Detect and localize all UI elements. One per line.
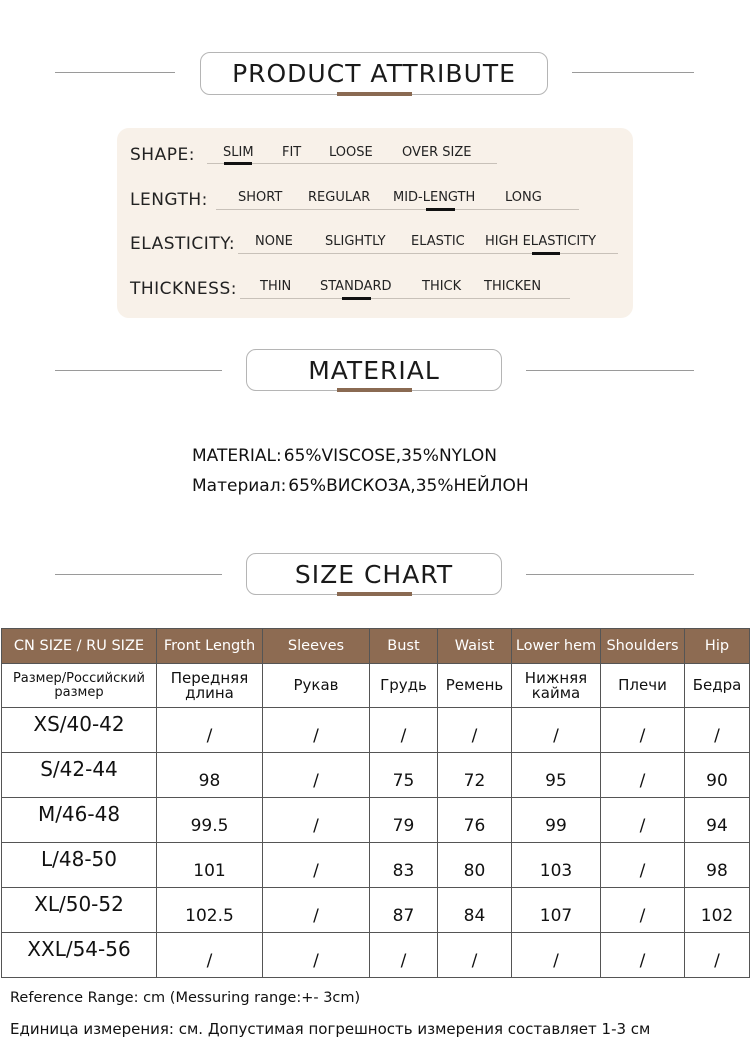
section-title-material	[246, 349, 502, 391]
size-cell: M/46-48	[2, 798, 157, 843]
selected-indicator-length	[426, 208, 455, 211]
value-cell: /	[685, 708, 750, 753]
header-cell: Lower hem	[512, 629, 601, 664]
header-ru-cell: Размер/Российский размер	[2, 664, 157, 708]
value-cell: 98	[157, 753, 263, 798]
section-title-text: PRODUCT ATTRIBUTE	[232, 59, 516, 88]
value-cell: /	[512, 933, 601, 978]
header-row-ru	[2, 664, 750, 708]
value-cell: 72	[438, 753, 512, 798]
selected-indicator-elasticity	[532, 252, 560, 255]
option-shape-slim: SLIM	[223, 145, 254, 160]
divider-line	[55, 72, 175, 73]
value-cell: 98	[685, 843, 750, 888]
divider-line	[526, 574, 694, 575]
header-ru-cell: Плечи	[601, 664, 685, 708]
header-ru-cell: Рукав	[263, 664, 370, 708]
value-cell: /	[685, 933, 750, 978]
note-measurement-ru: Единица измерения: см. Допустимая погрешность измерения составляет 1-3 см	[10, 1020, 651, 1038]
value-cell: /	[370, 708, 438, 753]
section-title-text: MATERIAL	[308, 355, 440, 385]
value-cell: 101	[157, 843, 263, 888]
material-en-label: MATERIAL:	[192, 446, 282, 466]
value-cell: /	[263, 888, 370, 933]
selected-indicator-thickness	[342, 297, 371, 300]
value-cell: /	[263, 843, 370, 888]
divider-line	[55, 574, 222, 575]
value-cell: 99.5	[157, 798, 263, 843]
size-cell: XXL/54-56	[2, 933, 157, 978]
table-row	[2, 888, 750, 933]
value-cell: /	[438, 933, 512, 978]
value-cell: 84	[438, 888, 512, 933]
value-cell: /	[601, 798, 685, 843]
option-elasticity-elastic: ELASTIC	[411, 234, 465, 249]
header-cell: Waist	[438, 629, 512, 664]
header-cell: Shoulders	[601, 629, 685, 664]
header-cell: Hip	[685, 629, 750, 664]
attr-label-thickness: THICKNESS:	[130, 279, 237, 299]
divider-line	[55, 370, 222, 371]
size-cell: XS/40-42	[2, 708, 157, 753]
table-row	[2, 933, 750, 978]
material-ru	[192, 476, 529, 496]
option-length-regular: REGULAR	[308, 190, 371, 205]
option-length-short: SHORT	[238, 190, 283, 205]
attr-label-elasticity: ELASTICITY:	[130, 234, 236, 254]
value-cell: 103	[512, 843, 601, 888]
value-cell: 102.5	[157, 888, 263, 933]
option-length-long: LONG	[505, 190, 542, 205]
header-cell: Bust	[370, 629, 438, 664]
value-cell: 75	[370, 753, 438, 798]
section-title-size-chart	[246, 553, 502, 595]
value-cell: 107	[512, 888, 601, 933]
divider-line	[572, 72, 694, 73]
attr-label-length: LENGTH:	[130, 190, 208, 210]
value-cell: 83	[370, 843, 438, 888]
header-cell: Front Length	[157, 629, 263, 664]
attr-baseline	[240, 298, 570, 299]
value-cell: /	[438, 708, 512, 753]
option-shape-loose: LOOSE	[329, 145, 373, 160]
value-cell: /	[601, 708, 685, 753]
option-thickness-standard: STANDARD	[320, 279, 392, 294]
material-en-value: 65%VISCOSE,35%NYLON	[283, 446, 498, 466]
option-elasticity-high: HIGH ELASTICITY	[485, 234, 597, 249]
header-ru-cell: Ремень	[438, 664, 512, 708]
value-cell: /	[263, 933, 370, 978]
value-cell: /	[263, 798, 370, 843]
value-cell: /	[157, 708, 263, 753]
header-ru-cell: Бедра	[685, 664, 750, 708]
value-cell: /	[512, 708, 601, 753]
title-underline	[337, 592, 412, 596]
attr-baseline	[216, 209, 579, 210]
title-underline	[337, 388, 412, 392]
size-cell: L/48-50	[2, 843, 157, 888]
material-ru-label: Материал:	[192, 476, 287, 496]
table-row	[2, 798, 750, 843]
option-shape-fit: FIT	[282, 145, 302, 160]
size-cell: XL/50-52	[2, 888, 157, 933]
value-cell: /	[157, 933, 263, 978]
option-elasticity-slightly: SLIGHTLY	[325, 234, 386, 249]
header-ru-cell: Нижняя кайма	[512, 664, 601, 708]
table-row	[2, 753, 750, 798]
attr-label-shape: SHAPE:	[130, 145, 195, 165]
divider-line	[526, 370, 694, 371]
value-cell: /	[370, 933, 438, 978]
option-thickness-thicken: THICKEN	[484, 279, 542, 294]
section-title-text: SIZE CHART	[294, 559, 454, 589]
note-reference-range: Reference Range: cm (Messuring range:+- 3cm)	[10, 990, 361, 1006]
header-row-en	[2, 629, 750, 664]
value-cell: 87	[370, 888, 438, 933]
value-cell: 94	[685, 798, 750, 843]
table-row	[2, 708, 750, 753]
value-cell: /	[601, 753, 685, 798]
material-en	[192, 446, 497, 466]
title-underline	[337, 92, 412, 96]
option-shape-oversize: OVER SIZE	[402, 145, 472, 160]
value-cell: /	[601, 843, 685, 888]
header-ru-cell: Грудь	[370, 664, 438, 708]
value-cell: /	[263, 708, 370, 753]
value-cell: 90	[685, 753, 750, 798]
option-length-midlength: MID-LENGTH	[393, 190, 476, 205]
option-elasticity-none: NONE	[255, 234, 293, 249]
header-ru-cell: Передняя длина	[157, 664, 263, 708]
option-thickness-thin: THIN	[260, 279, 292, 294]
value-cell: 79	[370, 798, 438, 843]
value-cell: /	[601, 933, 685, 978]
attr-baseline	[238, 253, 618, 254]
header-cell: Sleeves	[263, 629, 370, 664]
size-chart-table	[1, 628, 750, 978]
size-cell: S/42-44	[2, 753, 157, 798]
value-cell: 102	[685, 888, 750, 933]
value-cell: /	[601, 888, 685, 933]
section-title-product-attribute	[200, 52, 548, 95]
option-thickness-thick: THICK	[422, 279, 462, 294]
selected-indicator-shape	[224, 162, 252, 165]
table-row	[2, 843, 750, 888]
value-cell: 99	[512, 798, 601, 843]
material-ru-value: 65%ВИСКОЗА,35%НЕЙЛОН	[288, 476, 529, 496]
value-cell: 80	[438, 843, 512, 888]
value-cell: 95	[512, 753, 601, 798]
value-cell: /	[263, 753, 370, 798]
value-cell: 76	[438, 798, 512, 843]
header-cell: CN SIZE / RU SIZE	[2, 629, 157, 664]
